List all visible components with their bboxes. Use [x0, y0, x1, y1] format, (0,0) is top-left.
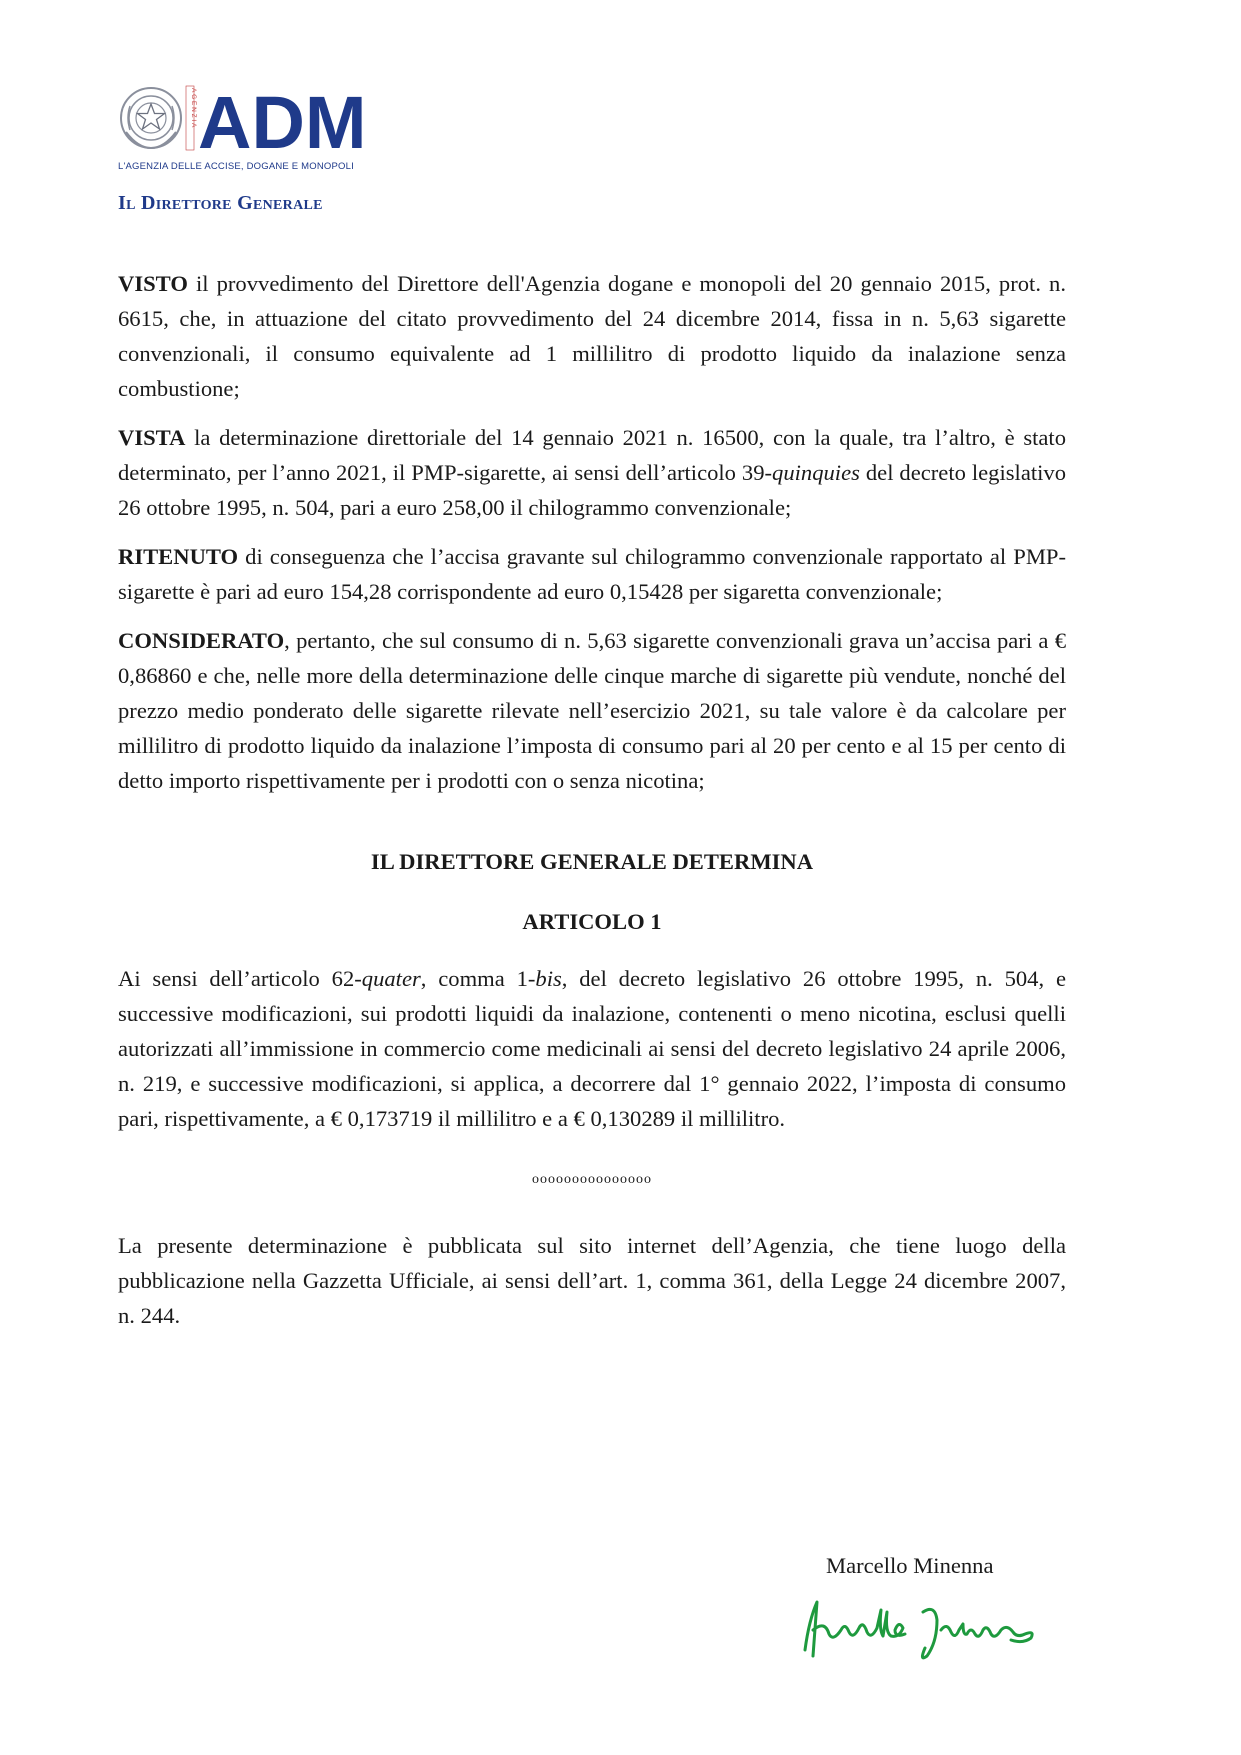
lead-visto: VISTO [118, 271, 188, 296]
article-heading: ARTICOLO 1 [522, 909, 662, 934]
logo-vertical-text: AGENZIA [190, 88, 197, 130]
paragraph-ritenuto [118, 539, 1066, 609]
article-text-3: , del decreto legislativo 26 ottobre 1995, n. 504, e successive modificazioni, sui prodotti liquidi da inalazione, contenenti o meno nicotina, esclusi quelli autorizzati all’immissione in commercio come medicinali ai sensi del decreto legislativo 24 aprile 2006, n. 219, e successive modificazioni, si applica, a decorrere dal 1° gennaio 2022, l’imposta di consumo pari, rispettivamente, a € 0,173719 il millilitro e a € 0,130289 il millilitro. [118, 966, 1066, 1131]
text-vista-b: del decreto legislativo 26 ottobre 1995, n. 504, pari a euro 258,00 il chilogrammo convenzionale; [118, 460, 1066, 520]
article-paragraph [118, 961, 1066, 1136]
lead-ritenuto: RITENUTO [118, 544, 239, 569]
article-text-2: , comma 1- [420, 966, 536, 991]
handwritten-signature [795, 1590, 1055, 1670]
text-visto: il provvedimento del Direttore dell'Agenzia dogane e monopoli del 20 gennaio 2015, prot. n. 6615, che, in attuazione del citato provvedimento del 24 dicembre 2014, fissa in n. 5,63 sigarette convenzionali, il consumo equivalente ad 1 millilitro di prodotto liquido da inalazione senza combustione; [118, 271, 1066, 401]
paragraph-visto [118, 266, 1066, 406]
separator: ooooooooooooooo [532, 1172, 652, 1187]
article-italic-2: bis [535, 966, 562, 991]
signatory-name: Marcello Minenna [826, 1553, 994, 1578]
logo-subtitle: L'AGENZIA DELLE ACCISE, DOGANE E MONOPOLI [118, 161, 354, 172]
logo-wordmark: ADM [198, 81, 367, 164]
article-italic-1: quater [361, 966, 421, 991]
text-vista-a: la determinazione direttoriale del 14 gennaio 2021 n. 16500, con la quale, tra l’altro, è stato determinato, per l’anno 2021, il PMP-sigarette, ai sensi dell’articolo 39- [118, 425, 1066, 485]
determina-heading: IL DIRETTORE GENERALE DETERMINA [370, 849, 814, 874]
article-text-1: Ai sensi dell’articolo 62- [118, 966, 362, 991]
text-ritenuto: di conseguenza che l’accisa gravante sul chilogrammo convenzionale rapportato al PMP-sigarette è pari ad euro 154,28 corrispondente ad euro 0,15428 per sigaretta convenzionale; [118, 544, 1066, 604]
document-body [118, 266, 1066, 1347]
text-considerato: , pertanto, che sul consumo di n. 5,63 sigarette convenzionali grava un’accisa pari a € 0,86860 e che, nelle more della determinazione delle cinque marche di sigarette più vendute, nonché del prezzo medio ponderato delle sigarette rilevate nell’esercizio 2021, su tale valore è da calcolare per millilitro di prodotto liquido da inalazione l’imposta di consumo pari al 20 per cento e al 15 per cento di detto importo rispettivamente per i prodotti con o senza nicotina; [118, 628, 1066, 793]
paragraph-vista [118, 420, 1066, 525]
paragraph-considerato [118, 623, 1066, 798]
italian-emblem-icon [121, 88, 181, 148]
lead-considerato: CONSIDERATO [118, 628, 285, 653]
text-vista-italic: quinquies [772, 460, 860, 485]
lead-vista: VISTA [118, 425, 186, 450]
closing-paragraph: La presente determinazione è pubblicata sul sito internet dell’Agenzia, che tiene luogo della pubblicazione nella Gazzetta Ufficiale, ai sensi dell’art. 1, comma 361, della Legge 24 dicembre 2007, n. 244. [118, 1233, 1066, 1328]
director-title: Il Direttore Generale [118, 192, 323, 214]
